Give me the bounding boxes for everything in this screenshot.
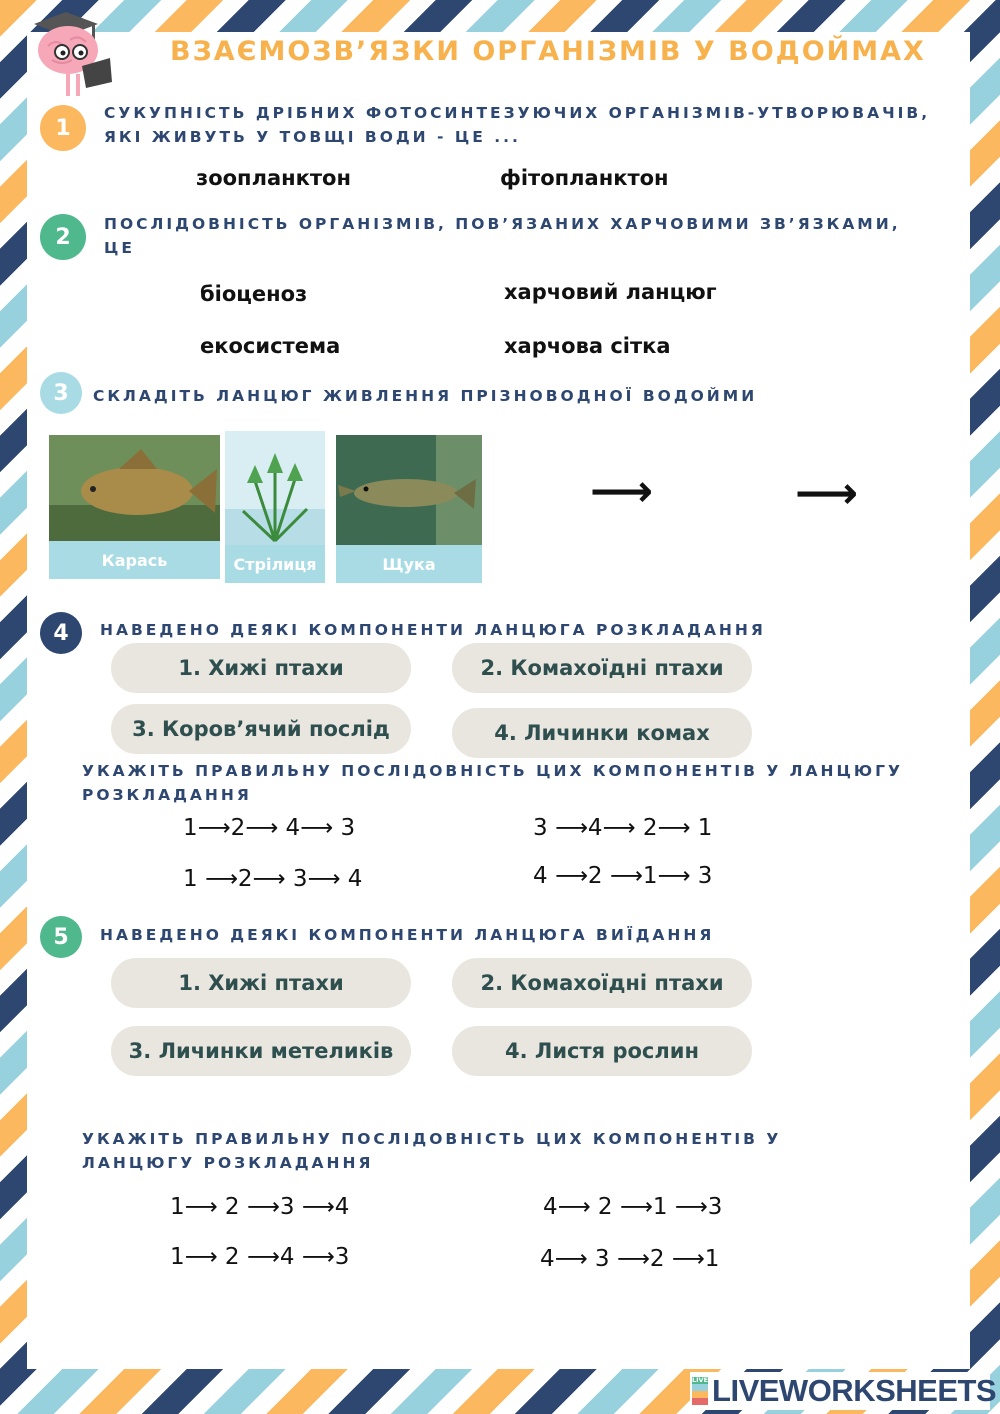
q2-option-ecosystem[interactable]: екосистема [200,334,341,358]
brain-mascot-icon [26,6,118,106]
page-title: ВЗАЄМОЗВ’ЯЗКИ ОРГАНІЗМІВ У ВОДОЙМАХ [170,36,926,67]
q5-item-1: 1. Хижі птахи [111,958,411,1008]
q4-item-4: 4. Личинки комах [452,708,752,758]
q4-item-3: 3. Коров’ячий послід [111,704,411,754]
q4-answer-a[interactable]: 1⟶2⟶ 4⟶ 3 [183,815,356,841]
liveworksheets-logo [690,1372,997,1410]
q5-answer-b[interactable]: 4⟶ 2 ⟶1 ⟶3 [543,1194,723,1220]
card-pike[interactable] [336,435,482,583]
question-2-number: 2 [40,214,86,260]
chain-arrow-2: ⟶ [795,468,859,519]
question-4-prompt: УКАЖІТЬ ПРАВИЛЬНУ ПОСЛІДОВНІСТЬ ЦИХ КОМПОНЕНТІВ У ЛАНЦЮГУ РОЗКЛАДАННЯ [82,762,903,804]
q5-item-2: 2. Комахоїдні птахи [452,958,752,1008]
card-crucian-carp[interactable] [49,435,220,579]
question-1-text: СУКУПНІСТЬ ДРІБНИХ ФОТОСИНТЕЗУЮЧИХ ОРГАНІЗМІВ-УТВОРЮВАЧІВ, ЯКІ ЖИВУТЬ У ТОВЩІ ВОДИ - ЦЕ ... [104,104,931,146]
question-5-prompt: УКАЖІТЬ ПРАВИЛЬНУ ПОСЛІДОВНІСТЬ ЦИХ КОМПОНЕНТІВ У ЛАНЦЮГУ РОЗКЛАДАННЯ [82,1130,782,1172]
q2-option-biocenosis[interactable]: біоценоз [200,282,308,306]
pike-image [336,435,482,545]
card-label-arrowhead: Стрілиця [225,545,325,583]
question-3-text: СКЛАДІТЬ ЛАНЦЮГ ЖИВЛЕННЯ ПРІЗНОВОДНОЇ ВОДОЙМИ [93,387,758,405]
question-3-number: 3 [40,372,82,414]
card-arrowhead-plant[interactable] [225,431,325,583]
logo-text: LIVEWORKSHEETS [712,1373,997,1408]
question-2-text: ПОСЛІДОВНІСТЬ ОРГАНІЗМІВ, ПОВ’ЯЗАНИХ ХАРЧОВИМИ ЗВ’ЯЗКАМИ, ЦЕ [104,215,901,257]
q4-item-1: 1. Хижі птахи [111,643,411,693]
q4-answer-b[interactable]: 3 ⟶4⟶ 2⟶ 1 [533,815,713,841]
question-4-number: 4 [40,612,82,654]
question-1-number: 1 [40,105,86,151]
arrowhead-plant-image [225,431,325,545]
q4-answer-c[interactable]: 1 ⟶2⟶ 3⟶ 4 [183,866,363,892]
q5-item-3: 3. Личинки метеликів [111,1026,411,1076]
q1-option-phytoplankton[interactable]: фітопланктон [500,166,669,190]
q5-answer-c[interactable]: 1⟶ 2 ⟶4 ⟶3 [170,1244,350,1270]
card-label-crucian-carp: Карась [49,541,220,579]
question-5-number: 5 [40,916,82,958]
q4-item-2: 2. Комахоїдні птахи [452,643,752,693]
q5-answer-a[interactable]: 1⟶ 2 ⟶3 ⟶4 [170,1194,350,1220]
q2-option-food-web[interactable]: харчова сітка [504,334,671,358]
q4-answer-d[interactable]: 4 ⟶2 ⟶1⟶ 3 [533,863,713,889]
q5-item-4: 4. Листя рослин [452,1026,752,1076]
logo-badge-icon: LIVE [692,1377,708,1405]
question-5-text: НАВЕДЕНО ДЕЯКІ КОМПОНЕНТИ ЛАНЦЮГА ВИЇДАННЯ [100,926,715,944]
q2-option-food-chain[interactable]: харчовий ланцюг [504,280,717,304]
question-4-text: НАВЕДЕНО ДЕЯКІ КОМПОНЕНТИ ЛАНЦЮГА РОЗКЛАДАННЯ [100,621,766,639]
q5-answer-d[interactable]: 4⟶ 3 ⟶2 ⟶1 [540,1246,720,1272]
crucian-carp-image [49,435,220,541]
chain-arrow-1: ⟶ [590,466,654,517]
q1-option-zooplankton[interactable]: зоопланктон [196,166,351,190]
card-label-pike: Щука [336,545,482,583]
